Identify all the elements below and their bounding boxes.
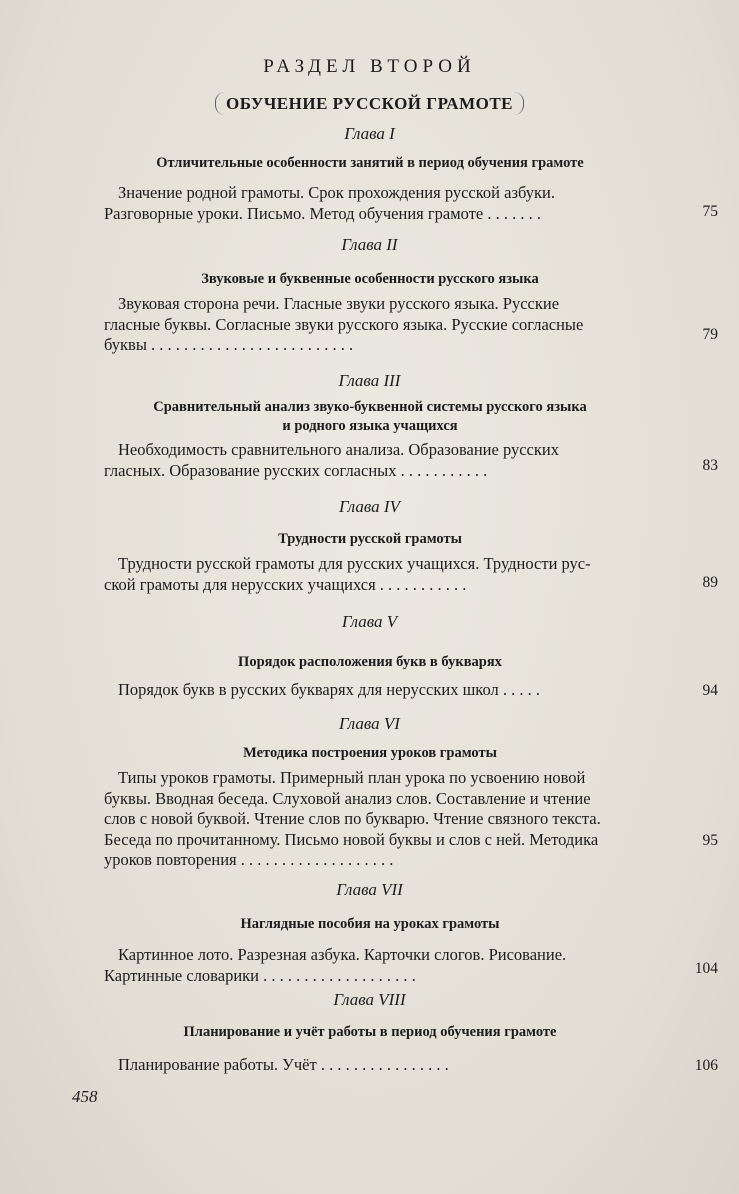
chapter-description (104, 554, 664, 595)
folio-page-number: 458 (72, 1087, 98, 1106)
chapter-heading (60, 744, 680, 763)
chapter-heading-line: Сравнительный анализ звуко-буквенной системы русского языка (153, 399, 587, 415)
chapter-label: Глава VI (339, 714, 400, 733)
chapter-label: Глава II (341, 235, 398, 254)
chapter-heading (60, 653, 680, 672)
chapter-heading-line: Отличительные особенности занятий в период обучения грамоте (156, 155, 584, 171)
description-line: буквы . . . . . . . . . . . . . . . . . . . . . . . . . (104, 335, 354, 354)
page-number: 94 (702, 682, 718, 699)
description-line: Значение родной грамоты. Срок прохождения русской азбуки. (118, 183, 555, 202)
chapter-heading (60, 154, 680, 173)
description-line: гласные буквы. Согласные звуки русского языка. Русские согласные (104, 314, 584, 334)
page-number: 104 (694, 960, 718, 977)
description-line: Типы уроков грамоты. Примерный план урока по усвоению новой (118, 768, 586, 787)
chapter-label: Глава I (344, 124, 395, 143)
chapter-heading (60, 915, 680, 934)
page-number: 79 (702, 326, 718, 343)
chapter-description (104, 768, 664, 871)
chapter-description (104, 294, 664, 356)
chapter-description (104, 680, 664, 701)
chapter-label: Глава VIII (333, 990, 406, 1009)
chapter-description (104, 183, 664, 224)
description-line: Разговорные уроки. Письмо. Метод обучения грамоте . . . . . . . (104, 203, 541, 223)
chapter-heading-line: Порядок расположения букв в букварях (238, 654, 502, 670)
description-line: Порядок букв в русских букварях для нерусских школ . . . . . (118, 680, 540, 699)
chapter-description (104, 1055, 664, 1076)
description-line: Трудности русской грамоты для русских учащихся. Трудности рус- (118, 554, 591, 573)
chapter-heading-line: Наглядные пособия на уроках грамоты (240, 916, 500, 932)
page-number: 95 (702, 832, 718, 849)
chapter-heading-line: Звуковые и буквенные особенности русского языка (201, 271, 539, 287)
description-line: слов с новой буквой. Чтение слов по букварю. Чтение связного текста. (104, 809, 601, 828)
chapter-label: Глава IV (339, 497, 400, 516)
description-line: гласных. Образование русских согласных . . . . . . . . . . . (104, 460, 488, 480)
chapter-description (104, 945, 664, 986)
description-line: Планирование работы. Учёт . . . . . . . . . . . . . . . . (118, 1055, 449, 1074)
description-line: Картинное лото. Разрезная азбука. Карточки слогов. Рисование. (118, 945, 567, 964)
part-title-text: ОБУЧЕНИЕ РУССКОЙ ГРАМОТЕ (215, 92, 524, 115)
page-number: 83 (702, 457, 718, 474)
part-title (0, 94, 739, 114)
chapter-heading-line: Трудности русской грамоты (278, 531, 462, 547)
chapter-heading-line: и родного языка учащихся (282, 418, 458, 434)
chapter-label: Глава III (338, 371, 401, 390)
chapter-heading (60, 1023, 680, 1042)
description-line: ской грамоты для нерусских учащихся . . . . . . . . . . . (104, 574, 467, 594)
chapter-heading-line: Планирование и учёт работы в период обучения грамоте (183, 1024, 557, 1040)
page-number: 75 (702, 203, 718, 220)
description-line: Звуковая сторона речи. Гласные звуки русского языка. Русские (118, 294, 560, 313)
page-number: 106 (694, 1057, 718, 1074)
description-line: буквы. Вводная беседа. Слуховой анализ слов. Составление и чтение (104, 788, 591, 808)
description-line: уроков повторения . . . . . . . . . . . . . . . . . . . (104, 850, 394, 869)
chapter-heading (60, 398, 680, 436)
chapter-heading (60, 530, 680, 549)
chapter-label: Глава VII (336, 880, 403, 899)
chapter-description (104, 440, 664, 481)
description-line: Картинные словарики . . . . . . . . . . . . . . . . . . . (104, 965, 416, 985)
description-line: Беседа по прочитанному. Письмо новой буквы и слов с ней. Методика (104, 829, 599, 849)
chapter-heading (60, 270, 680, 289)
description-line: Необходимость сравнительного анализа. Образование русских (118, 440, 559, 459)
page-number: 89 (702, 574, 718, 591)
chapter-label: Глава V (341, 612, 398, 631)
section-title: РАЗДЕЛ ВТОРОЙ (263, 56, 476, 77)
chapter-heading-line: Методика построения уроков грамоты (243, 745, 497, 761)
